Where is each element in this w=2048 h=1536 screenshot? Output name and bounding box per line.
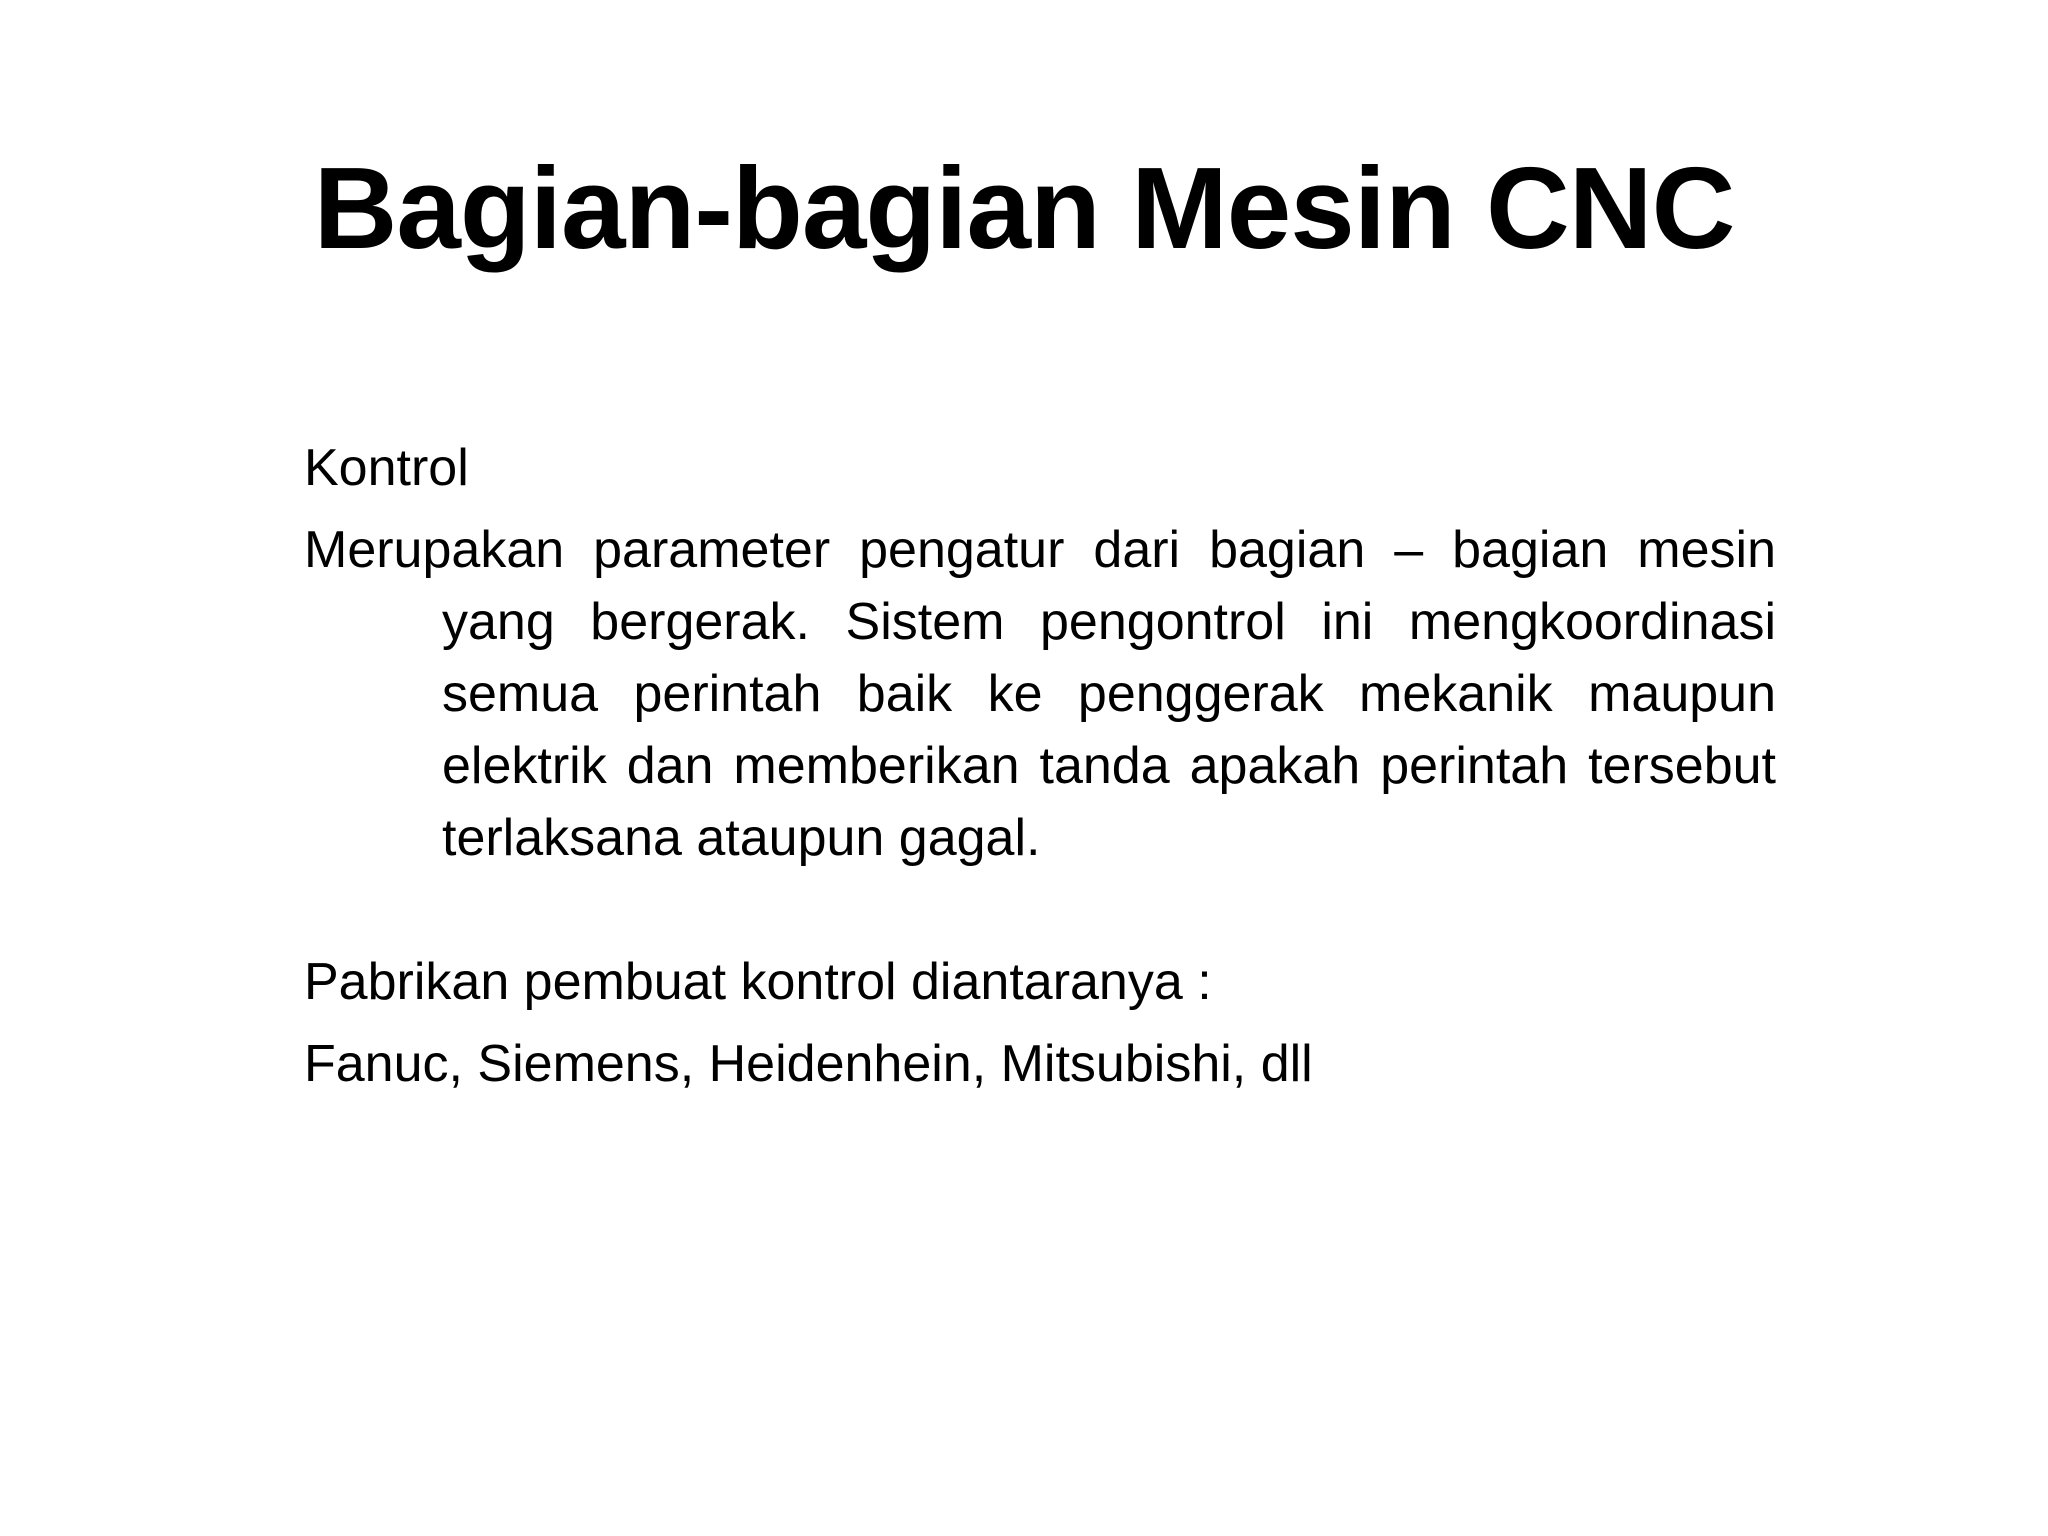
manufacturers-intro: Pabrikan pembuat kontrol diantaranya : bbox=[304, 953, 1212, 1011]
paragraph-spacer bbox=[304, 884, 1776, 946]
section-heading-kontrol: Kontrol bbox=[304, 439, 469, 497]
slide-title: Bagian-bagian Mesin CNC bbox=[313, 143, 1735, 273]
slide-body bbox=[304, 432, 1776, 1110]
kontrol-description: Merupakan parameter pengatur dari bagian – bagian mesin yang bergerak. Sistem pengontrol ini mengkoordinasi semua perintah baik ke penggerak mekanik maupun elektrik dan memberikan tanda apakah perintah tersebut terlaksana ataupun gagal. bbox=[304, 521, 1776, 867]
manufacturers-list: Fanuc, Siemens, Heidenhein, Mitsubishi, dll bbox=[304, 1035, 1313, 1093]
